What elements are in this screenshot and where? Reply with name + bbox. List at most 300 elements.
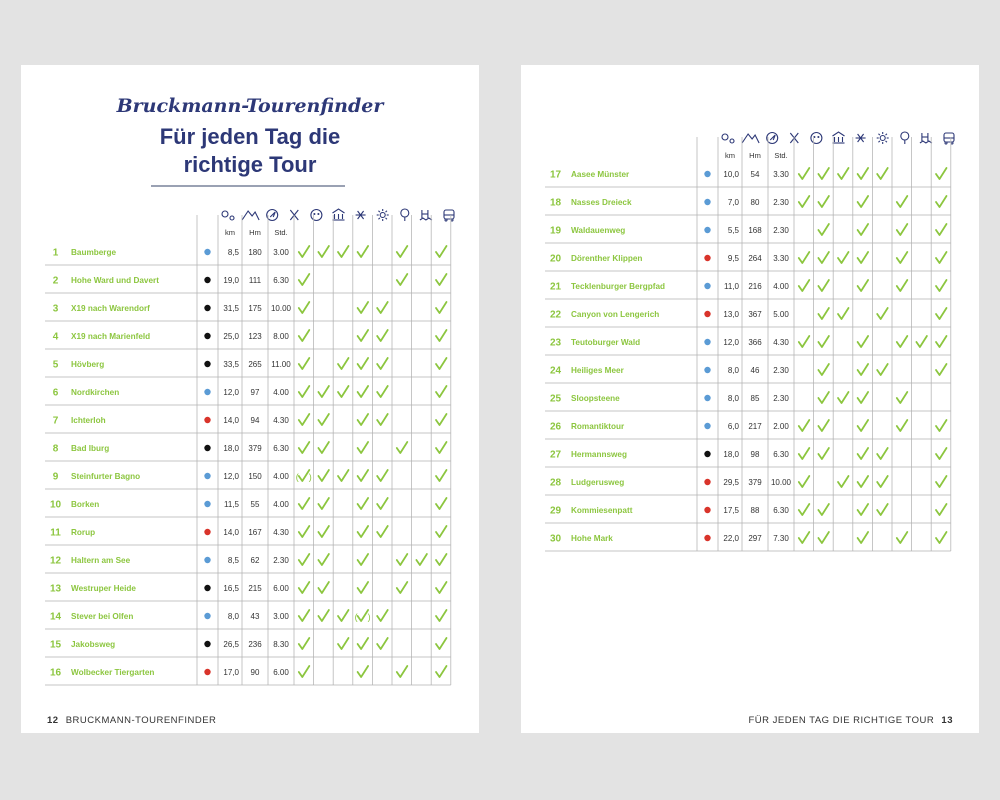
table-row [545,504,951,523]
duration-std: 2.30 [773,198,789,207]
check-mark [858,280,869,291]
distance-km: 26,5 [223,640,239,649]
distance-km: 18,0 [723,450,739,459]
tour-number: 6 [52,387,59,399]
check-mark [299,526,310,537]
check-mark [436,582,447,593]
check-mark [299,246,310,257]
elevation-hm: 123 [248,332,262,341]
check-mark [936,252,947,263]
tour-number: 26 [549,421,562,433]
check-mark [799,448,810,459]
check-mark [299,442,310,453]
page-number: 13 [941,715,953,726]
distance-km: 25,0 [223,332,239,341]
difficulty-dot [204,361,210,367]
column-header-std: Std. [774,151,788,160]
table-row [45,582,451,601]
icon-header-row [722,132,954,144]
tour-number: 19 [549,225,562,237]
check-mark [858,476,869,487]
difficulty-dot [204,305,210,311]
tour-number: 30 [549,533,562,545]
check-mark [436,274,447,285]
distance-km: 5,5 [727,226,739,235]
table-row [45,358,451,377]
check-mark [318,442,329,453]
elevation-hm: 111 [248,276,262,285]
check-mark [397,442,408,453]
difficulty-dot [704,479,710,485]
difficulty-dot [704,535,710,541]
elevation-hm: 175 [248,304,262,313]
right-page [521,65,979,733]
check-mark [318,582,329,593]
distance-km: 7,0 [727,198,739,207]
tour-name[interactable]: Dörenther Klippen [571,254,643,263]
headline-line-1: Für jeden Tag die [159,124,341,149]
difficulty-dot [204,501,210,507]
elevation-hm: 217 [748,422,762,431]
check-mark [358,554,369,565]
check-mark [377,470,388,481]
table-row [45,330,451,349]
winter-icon [356,211,366,219]
elevation-hm: 46 [750,366,760,375]
difficulty-dot [704,423,710,429]
duration-std: 10.00 [270,304,292,313]
check-mark [818,252,829,263]
tour-number: 12 [49,555,62,567]
column-header-std: Std. [274,228,288,237]
distance-km: 11,0 [724,282,739,291]
distance-km: 29,5 [723,478,739,487]
tour-name[interactable]: Sloopsteene [571,394,620,403]
bus-icon [944,133,954,144]
check-mark [436,246,447,257]
tour-name[interactable]: Ichterloh [71,416,106,425]
check-mark [799,168,810,179]
tour-number: 3 [52,303,59,315]
elevation-hm: 85 [750,394,760,403]
check-mark [838,252,849,263]
tour-name[interactable]: Stever bei Olfen [71,612,134,621]
check-mark [858,392,869,403]
check-mark [799,476,810,487]
table-row [45,554,451,573]
duration-std: 4.30 [773,338,789,347]
check-mark [338,638,349,649]
table-row [545,168,951,187]
duration-std: 6.30 [773,506,789,515]
check-mark [858,252,869,263]
duration-std: 2.30 [773,394,789,403]
footer-text: BRUCKMANN-TOURENFINDER [65,715,217,726]
tree-icon [401,209,409,221]
check-mark [436,638,447,649]
check-mark [397,246,408,257]
check-mark [936,364,947,375]
page-footer-right [748,715,957,726]
tour-name[interactable]: X19 nach Warendorf [71,304,150,313]
tour-table-left [21,65,479,733]
distance-km: 8,0 [227,612,239,621]
check-mark [858,532,869,543]
start-destination-icon [222,211,234,220]
check-mark [858,224,869,235]
difficulty-dot [204,613,210,619]
distance-km: 11,5 [224,500,239,509]
check-mark [799,252,810,263]
difficulty-dot [704,367,710,373]
difficulty-dot [204,557,210,563]
tour-number: 24 [549,365,562,377]
elevation-hm: 379 [248,444,262,453]
page-footer-left [43,715,216,726]
difficulty-dot [704,339,710,345]
museum-icon [333,209,345,220]
check-mark [858,336,869,347]
duration-std: 6.30 [273,444,289,453]
tour-name[interactable]: Nasses Dreieck [571,198,632,207]
duration-std: 4.30 [273,416,289,425]
tour-name[interactable]: Romantiktour [571,422,625,431]
check-mark [377,498,388,509]
mountains-icon [742,134,759,143]
elevation-hm: 98 [750,450,760,459]
check-mark [318,610,329,621]
distance-km: 8,0 [727,366,739,375]
duration-std: 10.00 [770,478,792,487]
elevation-hm: 97 [250,388,260,397]
page-number: 12 [47,715,59,726]
winter-icon [856,134,866,142]
elevation-hm: 168 [748,226,762,235]
check-mark [818,504,829,515]
tour-number: 27 [549,449,562,461]
check-mark [818,280,829,291]
tour-number: 8 [52,443,59,455]
elevation-hm: 54 [750,170,760,179]
check-mark [436,526,447,537]
tour-name[interactable]: Heiliges Meer [571,366,624,375]
table-row [45,666,451,685]
check-mark [818,196,829,207]
check-mark [877,308,888,319]
child-icon [311,210,322,221]
table-row [545,420,951,439]
tour-name[interactable]: Nordkirchen [71,388,120,397]
difficulty-dot [704,171,710,177]
tour-number: 2 [52,275,59,287]
tour-name[interactable]: X19 nach Marienfeld [71,332,151,341]
check-mark [936,532,947,543]
difficulty-dot [704,507,710,513]
tour-number: 17 [549,169,562,181]
check-mark [397,554,408,565]
distance-km: 12,0 [723,338,739,347]
duration-std: 4.30 [273,528,289,537]
check-mark [818,420,829,431]
duration-std: 2.30 [773,366,789,375]
tour-name[interactable]: Steinfurter Bagno [71,472,141,481]
check-mark [299,610,310,621]
elevation-hm: 216 [748,282,762,291]
check-mark [897,280,908,291]
tour-name[interactable]: Rorup [71,528,96,537]
check-mark [318,498,329,509]
column-header-km: km [225,228,235,237]
check-mark [858,448,869,459]
tour-number: 21 [549,281,562,293]
duration-std: 6.30 [273,276,289,285]
tour-table-right [521,65,979,733]
tour-name[interactable]: Hohe Ward und Davert [71,276,159,285]
tour-name[interactable]: Canyon von Lengerich [571,310,660,319]
check-mark [897,252,908,263]
table-row [45,498,451,517]
duration-std: 3.30 [773,254,789,263]
duration-std: 4.00 [273,472,289,481]
check-mark [318,414,329,425]
tour-name[interactable]: Ludgerusweg [571,478,625,487]
check-mark [897,224,908,235]
difficulty-dot [204,473,210,479]
check-mark [436,666,447,677]
check-mark [897,336,908,347]
duration-std: 11.00 [271,360,291,369]
tour-number: 23 [549,337,562,349]
check-mark [299,554,310,565]
tour-name[interactable]: Westruper Heide [71,584,136,593]
check-mark [838,308,849,319]
tour-number: 25 [549,393,562,405]
check-mark [858,168,869,179]
table-row [45,386,451,405]
difficulty-dot [704,451,710,457]
check-mark [936,336,947,347]
check-mark [936,168,947,179]
table-row [45,638,451,657]
tour-name[interactable]: Baumberge [71,248,117,257]
distance-km: 22,0 [723,534,739,543]
tour-name[interactable]: Borken [71,500,100,509]
duration-std: 4.00 [773,282,789,291]
check-mark [355,610,371,622]
difficulty-dot [204,529,210,535]
distance-km: 19,0 [223,276,239,285]
column-header-km: km [725,151,735,160]
duration-std: 6.00 [273,668,289,677]
check-mark [877,504,888,515]
check-mark [318,554,329,565]
difficulty-dot [204,277,210,283]
distance-km: 9,5 [727,254,739,263]
tour-number: 7 [52,415,59,427]
difficulty-dot [704,283,710,289]
tour-name[interactable]: Kommiesenpatt [571,506,633,515]
duration-std: 3.00 [273,612,289,621]
paren-close: ) [367,612,371,622]
distance-km: 13,0 [723,310,739,319]
check-mark [377,330,388,341]
check-mark [838,476,849,487]
elevation-hm: 55 [250,500,260,509]
duration-std: 6.30 [773,450,789,459]
elevation-hm: 167 [248,528,262,537]
check-mark [299,358,310,369]
check-mark [377,386,388,397]
table-row [545,252,951,271]
check-mark [936,420,947,431]
check-mark [436,554,447,565]
check-mark [299,274,310,285]
distance-km: 10,0 [723,170,739,179]
table-row [545,308,951,327]
distance-km: 14,0 [223,528,239,537]
tour-number: 14 [49,611,62,623]
check-mark [296,470,312,482]
check-mark [818,308,829,319]
summer-icon [877,132,889,144]
check-mark [338,610,349,621]
check-mark [299,666,310,677]
check-mark [299,414,310,425]
check-mark [358,638,369,649]
elevation-hm: 80 [750,198,760,207]
check-mark [799,196,810,207]
difficulty-dot [204,417,210,423]
tour-number: 9 [52,471,59,483]
distance-km: 8,5 [227,556,239,565]
table-row [45,610,451,629]
check-mark [936,448,947,459]
tour-name[interactable]: Wolbecker Tiergarten [71,668,155,677]
check-mark [299,330,310,341]
check-mark [358,302,369,313]
check-mark [799,280,810,291]
check-mark [799,532,810,543]
table-row [545,476,951,495]
tour-name[interactable]: Hermannsweg [571,450,627,459]
distance-km: 14,0 [223,416,239,425]
check-mark [358,526,369,537]
check-mark [858,196,869,207]
check-mark [858,364,869,375]
check-mark [318,246,329,257]
check-mark [358,358,369,369]
check-mark [377,610,388,621]
table-row [545,224,951,243]
check-mark [436,442,447,453]
bathing-icon [920,133,932,143]
check-mark [818,392,829,403]
check-mark [436,302,447,313]
tour-number: 5 [52,359,59,371]
table-row [45,274,451,293]
tour-number: 1 [52,247,59,259]
table-row [45,442,451,461]
elevation-hm: 88 [750,506,760,515]
tour-number: 16 [49,667,62,679]
check-mark [436,470,447,481]
tour-name[interactable]: Hövberg [71,360,105,369]
distance-km: 8,0 [727,394,739,403]
difficulty-dot [204,585,210,591]
tour-name[interactable]: Teutoburger Wald [571,338,641,347]
tour-number: 29 [549,505,562,517]
tour-name[interactable]: Aasee Münster [571,170,630,179]
headline-line-2: richtige Tour [183,152,317,177]
mountains-icon [242,211,259,220]
check-mark [318,470,329,481]
elevation-hm: 62 [250,556,260,565]
tour-name[interactable]: Bad Iburg [71,444,110,453]
table-row [545,336,951,355]
check-mark [799,420,810,431]
table-row [45,470,451,489]
duration-std: 4.00 [273,388,289,397]
elevation-hm: 297 [748,534,762,543]
check-mark [318,526,329,537]
check-mark [397,274,408,285]
check-mark [358,442,369,453]
elevation-hm: 43 [250,612,260,621]
brand-title: Bruckmann-Tourenfinder [116,95,384,117]
check-mark [358,246,369,257]
check-mark [358,470,369,481]
check-mark [897,392,908,403]
column-header-hm: Hm [749,151,761,160]
elevation-hm: 265 [248,360,262,369]
check-mark [436,610,447,621]
check-mark [377,638,388,649]
duration-std: 3.30 [773,170,789,179]
tour-name[interactable]: Tecklenburger Bergpfad [571,282,666,291]
summer-icon [377,209,389,221]
table-row [545,532,951,551]
check-mark [358,666,369,677]
difficulty-dot [204,669,210,675]
check-mark [338,470,349,481]
tour-number: 4 [52,331,59,343]
tour-name[interactable]: Jakobsweg [71,640,116,649]
left-page [21,65,479,733]
elevation-hm: 236 [248,640,262,649]
paren-close: ) [308,472,312,482]
check-mark [897,196,908,207]
tour-name[interactable]: Haltern am See [71,556,131,565]
distance-km: 12,0 [223,388,239,397]
check-mark [377,526,388,537]
child-icon [811,133,822,144]
column-header-hm: Hm [249,228,261,237]
check-mark [818,532,829,543]
tour-name[interactable]: Waldauenweg [571,226,626,235]
duration-std: 3.00 [273,248,289,257]
table-row [45,246,451,265]
check-mark [936,224,947,235]
distance-km: 8,5 [227,248,239,257]
check-mark [838,168,849,179]
footer-text: FÜR JEDEN TAG DIE RICHTIGE TOUR [748,715,935,726]
tour-number: 11 [50,527,61,539]
tour-number: 15 [49,639,62,651]
check-mark [377,358,388,369]
elevation-hm: 367 [748,310,762,319]
distance-km: 18,0 [223,444,239,453]
tour-name[interactable]: Hohe Mark [571,534,613,543]
